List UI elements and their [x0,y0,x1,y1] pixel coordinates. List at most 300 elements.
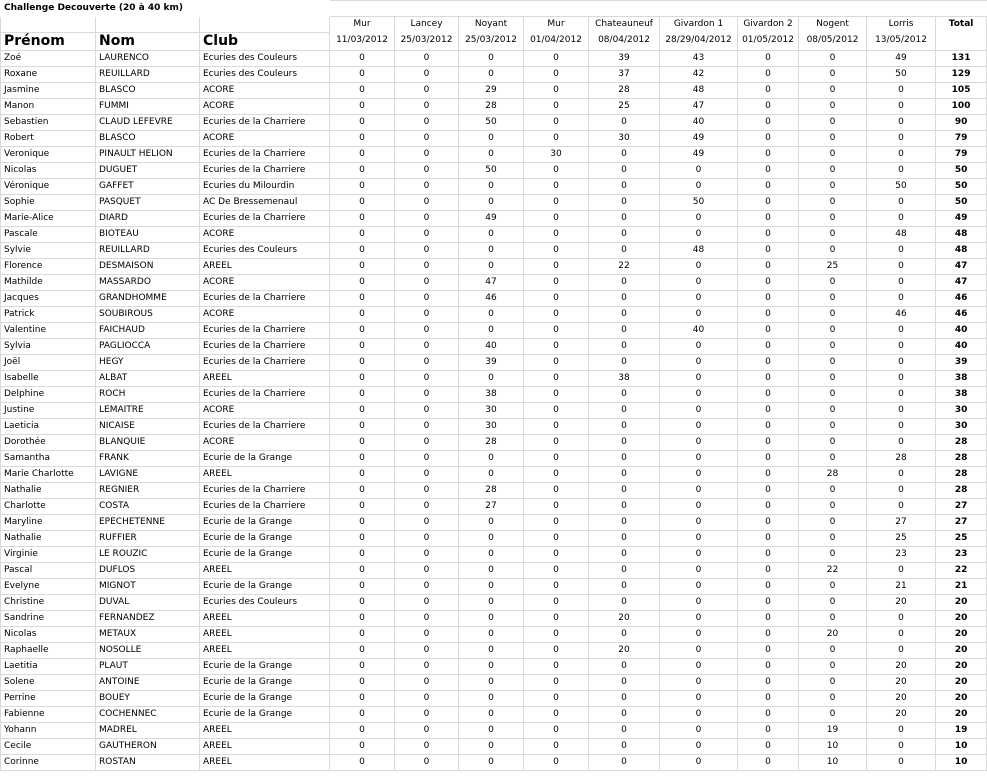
score-cell: 0 [524,594,589,610]
score-cell: 0 [738,738,799,754]
club-cell: Ecuries des Couleurs [200,50,330,66]
club-cell: AREEL [200,258,330,274]
first-name-cell: Dorothée [1,434,96,450]
score-cell: 0 [799,418,867,434]
score-cell: 0 [799,594,867,610]
score-cell: 0 [799,402,867,418]
last-name-cell: RUFFIER [96,530,200,546]
score-cell: 0 [395,386,459,402]
club-cell: Ecurie de la Grange [200,658,330,674]
table-body [1,1,987,771]
score-cell: 0 [330,754,395,770]
score-cell: 0 [459,546,524,562]
last-name-cell: BOUEY [96,690,200,706]
first-name-cell: Roxane [1,66,96,82]
score-cell: 0 [738,722,799,738]
score-cell: 46 [459,290,524,306]
total-cell: 105 [936,82,987,98]
score-cell: 50 [867,178,936,194]
title-filler [330,1,987,17]
score-cell: 0 [330,434,395,450]
score-cell: 0 [524,338,589,354]
score-cell: 0 [330,354,395,370]
table-row [1,226,987,242]
score-cell: 0 [799,98,867,114]
total-cell: 50 [936,162,987,178]
race-date: 13/05/2012 [867,32,936,50]
score-cell: 0 [524,306,589,322]
race-name-row [1,17,987,33]
club-cell: AREEL [200,738,330,754]
table-row [1,610,987,626]
score-cell: 0 [330,610,395,626]
last-name-cell: REGNIER [96,482,200,498]
score-cell: 0 [330,322,395,338]
table-row [1,98,987,114]
last-name-cell: FAICHAUD [96,322,200,338]
score-cell: 0 [395,434,459,450]
last-name-cell: LAURENCO [96,50,200,66]
score-cell: 0 [867,434,936,450]
first-name-cell: Pascale [1,226,96,242]
score-cell: 0 [459,578,524,594]
score-cell: 0 [738,610,799,626]
score-cell: 0 [799,658,867,674]
score-cell: 0 [330,738,395,754]
score-cell: 0 [330,498,395,514]
score-cell: 0 [524,482,589,498]
score-cell: 0 [524,738,589,754]
score-cell: 0 [867,98,936,114]
score-cell: 28 [867,450,936,466]
table-row [1,386,987,402]
score-cell: 0 [330,450,395,466]
score-cell: 0 [660,482,738,498]
last-name-cell: MASSARDO [96,274,200,290]
club-cell: Ecurie de la Grange [200,690,330,706]
score-cell: 0 [738,754,799,770]
club-cell: AREEL [200,562,330,578]
score-cell: 0 [395,514,459,530]
table-row [1,706,987,722]
race-date: 08/05/2012 [799,32,867,50]
first-name-cell: Mathilde [1,274,96,290]
first-name-cell: Christine [1,594,96,610]
score-cell: 0 [524,178,589,194]
score-cell: 0 [395,674,459,690]
table-row [1,594,987,610]
score-cell: 28 [589,82,660,98]
table-row [1,274,987,290]
score-cell: 29 [459,82,524,98]
score-cell: 25 [589,98,660,114]
score-cell: 0 [459,674,524,690]
club-cell: ACORE [200,274,330,290]
first-name-cell: Yohann [1,722,96,738]
last-name-cell: COCHENNEC [96,706,200,722]
first-name-cell: Jasmine [1,82,96,98]
score-cell: 0 [660,706,738,722]
blank-cell [96,17,200,33]
first-name-cell: Sophie [1,194,96,210]
nom-header: Nom [96,32,200,50]
score-cell: 28 [459,434,524,450]
club-cell: Ecuries de la Charriere [200,290,330,306]
score-cell: 37 [589,66,660,82]
score-cell: 0 [459,594,524,610]
last-name-cell: LEMAITRE [96,402,200,418]
score-cell: 0 [330,546,395,562]
total-cell: 23 [936,546,987,562]
total-cell: 22 [936,562,987,578]
club-cell: ACORE [200,130,330,146]
total-cell: 20 [936,642,987,658]
race-date: 08/04/2012 [589,32,660,50]
last-name-cell: MIGNOT [96,578,200,594]
score-cell: 0 [395,82,459,98]
score-cell: 0 [524,322,589,338]
club-cell: AC De Bressemenaul [200,194,330,210]
score-cell: 0 [524,114,589,130]
score-cell: 25 [867,530,936,546]
score-cell: 0 [395,626,459,642]
score-cell: 0 [799,162,867,178]
score-cell: 0 [524,610,589,626]
score-cell: 0 [660,642,738,658]
table-row [1,50,987,66]
score-cell: 0 [738,690,799,706]
score-cell: 0 [330,642,395,658]
score-cell: 0 [867,498,936,514]
score-cell: 0 [738,210,799,226]
last-name-cell: FERNANDEZ [96,610,200,626]
club-cell: Ecuries de la Charriere [200,162,330,178]
first-name-cell: Delphine [1,386,96,402]
last-name-cell: PAGLIOCCA [96,338,200,354]
score-cell: 0 [799,178,867,194]
table-row [1,82,987,98]
score-cell: 0 [867,626,936,642]
first-name-cell: Justine [1,402,96,418]
score-cell: 0 [799,226,867,242]
total-cell: 20 [936,690,987,706]
table-row [1,674,987,690]
score-cell: 0 [459,258,524,274]
score-cell: 46 [867,306,936,322]
score-cell: 0 [395,178,459,194]
total-cell: 20 [936,610,987,626]
first-name-cell: Laeticia [1,418,96,434]
score-cell: 0 [395,738,459,754]
score-cell: 0 [738,370,799,386]
score-cell: 0 [660,546,738,562]
club-cell: Ecuries de la Charriere [200,338,330,354]
race-name: Givardon 1 [660,17,738,33]
total-cell: 50 [936,194,987,210]
score-cell: 0 [459,610,524,626]
total-cell: 27 [936,498,987,514]
club-cell: Ecurie de la Grange [200,450,330,466]
score-cell: 0 [459,530,524,546]
total-cell: 30 [936,418,987,434]
score-cell: 0 [330,386,395,402]
first-name-cell: Perrine [1,690,96,706]
prenom-header: Prénom [1,32,96,50]
total-cell: 47 [936,274,987,290]
score-cell: 0 [738,642,799,658]
score-cell: 0 [330,242,395,258]
first-name-cell: Solene [1,674,96,690]
score-cell: 0 [738,674,799,690]
total-cell: 47 [936,258,987,274]
table-row [1,562,987,578]
score-cell: 0 [524,162,589,178]
race-name: Lorris [867,17,936,33]
score-cell: 0 [524,578,589,594]
score-cell: 0 [799,242,867,258]
score-cell: 0 [738,466,799,482]
score-cell: 0 [738,258,799,274]
score-cell: 0 [459,178,524,194]
score-cell: 0 [459,130,524,146]
score-cell: 0 [524,82,589,98]
score-cell: 0 [738,658,799,674]
score-cell: 0 [738,322,799,338]
first-name-cell: Corinne [1,754,96,770]
score-cell: 0 [330,258,395,274]
score-cell: 0 [459,658,524,674]
score-cell: 0 [524,466,589,482]
score-cell: 0 [395,642,459,658]
first-name-cell: Marie-Alice [1,210,96,226]
score-cell: 0 [459,50,524,66]
score-cell: 0 [459,626,524,642]
score-cell: 50 [660,194,738,210]
score-cell: 0 [799,146,867,162]
score-cell: 0 [738,338,799,354]
score-cell: 40 [660,322,738,338]
club-cell: Ecurie de la Grange [200,514,330,530]
score-cell: 0 [589,418,660,434]
last-name-cell: CLAUD LEFEVRE [96,114,200,130]
score-cell: 0 [589,354,660,370]
score-cell: 20 [867,690,936,706]
total-cell: 28 [936,450,987,466]
score-cell: 0 [330,562,395,578]
score-cell: 0 [867,210,936,226]
first-name-cell: Sebastien [1,114,96,130]
score-cell: 0 [589,562,660,578]
score-cell: 0 [738,514,799,530]
score-cell: 40 [459,338,524,354]
first-name-cell: Cecile [1,738,96,754]
last-name-cell: NOSOLLE [96,642,200,658]
score-cell: 0 [799,434,867,450]
race-name: Givardon 2 [738,17,799,33]
last-name-cell: ANTOINE [96,674,200,690]
table-row [1,114,987,130]
score-cell: 0 [738,306,799,322]
score-cell: 0 [660,178,738,194]
score-cell: 20 [589,610,660,626]
score-cell: 0 [395,610,459,626]
score-cell: 0 [799,706,867,722]
score-cell: 0 [589,386,660,402]
score-cell: 0 [395,722,459,738]
last-name-cell: REUILLARD [96,66,200,82]
score-cell: 0 [459,306,524,322]
score-cell: 0 [395,466,459,482]
score-cell: 0 [589,754,660,770]
score-cell: 0 [395,242,459,258]
score-cell: 0 [799,690,867,706]
score-cell: 0 [660,562,738,578]
score-cell: 0 [459,562,524,578]
first-name-cell: Florence [1,258,96,274]
score-cell: 0 [524,402,589,418]
first-name-cell: Evelyne [1,578,96,594]
score-cell: 0 [395,418,459,434]
score-cell: 0 [799,610,867,626]
score-cell: 39 [589,50,660,66]
first-name-cell: Virginie [1,546,96,562]
score-cell: 0 [738,530,799,546]
score-cell: 0 [738,354,799,370]
score-cell: 39 [459,354,524,370]
score-cell: 30 [589,130,660,146]
table-row [1,242,987,258]
score-cell: 0 [524,274,589,290]
score-cell: 0 [524,130,589,146]
score-cell: 0 [660,226,738,242]
score-cell: 0 [799,354,867,370]
club-cell: Ecurie de la Grange [200,706,330,722]
total-cell: 50 [936,178,987,194]
score-cell: 0 [395,546,459,562]
score-cell: 0 [867,194,936,210]
score-cell: 0 [660,386,738,402]
score-cell: 0 [660,578,738,594]
score-cell: 0 [524,210,589,226]
score-cell: 0 [459,242,524,258]
table-row [1,690,987,706]
score-cell: 0 [867,258,936,274]
score-cell: 0 [660,466,738,482]
last-name-cell: LAVIGNE [96,466,200,482]
score-cell: 0 [799,498,867,514]
first-name-cell: Patrick [1,306,96,322]
last-name-cell: ALBAT [96,370,200,386]
score-cell: 0 [738,146,799,162]
score-cell: 0 [395,98,459,114]
club-cell: Ecurie de la Grange [200,674,330,690]
score-cell: 0 [330,194,395,210]
score-cell: 42 [660,66,738,82]
score-cell: 0 [660,658,738,674]
club-cell: Ecuries de la Charriere [200,498,330,514]
total-cell: 79 [936,146,987,162]
table-row [1,642,987,658]
first-name-cell: Valentine [1,322,96,338]
score-cell: 0 [799,130,867,146]
club-cell: Ecurie de la Grange [200,578,330,594]
score-cell: 50 [867,66,936,82]
race-name: Mur [524,17,589,33]
total-cell: 20 [936,594,987,610]
last-name-cell: METAUX [96,626,200,642]
score-cell: 0 [459,754,524,770]
club-cell: AREEL [200,642,330,658]
table-row [1,162,987,178]
club-cell: ACORE [200,98,330,114]
score-cell: 0 [738,498,799,514]
table-row [1,258,987,274]
score-cell: 30 [459,418,524,434]
club-header: Club [200,32,330,50]
score-cell: 49 [660,146,738,162]
score-cell: 0 [395,578,459,594]
table-row [1,754,987,770]
score-cell: 0 [738,546,799,562]
score-cell: 0 [330,178,395,194]
score-cell: 0 [660,626,738,642]
score-cell: 0 [589,482,660,498]
score-cell: 0 [524,514,589,530]
score-cell: 0 [738,82,799,98]
score-cell: 0 [738,450,799,466]
race-date: 25/03/2012 [459,32,524,50]
score-cell: 0 [524,562,589,578]
score-cell: 0 [660,722,738,738]
score-cell: 0 [395,338,459,354]
score-cell: 0 [330,306,395,322]
total-header: Total [936,17,987,33]
table-row [1,514,987,530]
club-cell: Ecuries de la Charriere [200,114,330,130]
club-cell: ACORE [200,226,330,242]
score-cell: 0 [799,514,867,530]
score-cell: 0 [524,258,589,274]
first-name-cell: Véronique [1,178,96,194]
total-cell: 48 [936,242,987,258]
club-cell: ACORE [200,306,330,322]
score-cell: 0 [330,146,395,162]
total-cell: 28 [936,434,987,450]
score-cell: 0 [330,466,395,482]
last-name-cell: PLAUT [96,658,200,674]
score-cell: 0 [395,370,459,386]
club-cell: Ecuries de la Charriere [200,482,330,498]
table-row [1,290,987,306]
first-name-cell: Jacques [1,290,96,306]
table-row [1,178,987,194]
score-cell: 0 [738,226,799,242]
score-cell: 0 [738,626,799,642]
table-row [1,418,987,434]
total-cell: 30 [936,402,987,418]
table-row [1,338,987,354]
first-name-cell: Pascal [1,562,96,578]
score-cell: 0 [395,498,459,514]
score-cell: 0 [330,530,395,546]
score-cell: 0 [330,50,395,66]
score-cell: 0 [330,114,395,130]
last-name-cell: DUVAL [96,594,200,610]
total-cell: 19 [936,722,987,738]
score-cell: 0 [589,626,660,642]
score-cell: 0 [459,194,524,210]
score-cell: 0 [589,450,660,466]
